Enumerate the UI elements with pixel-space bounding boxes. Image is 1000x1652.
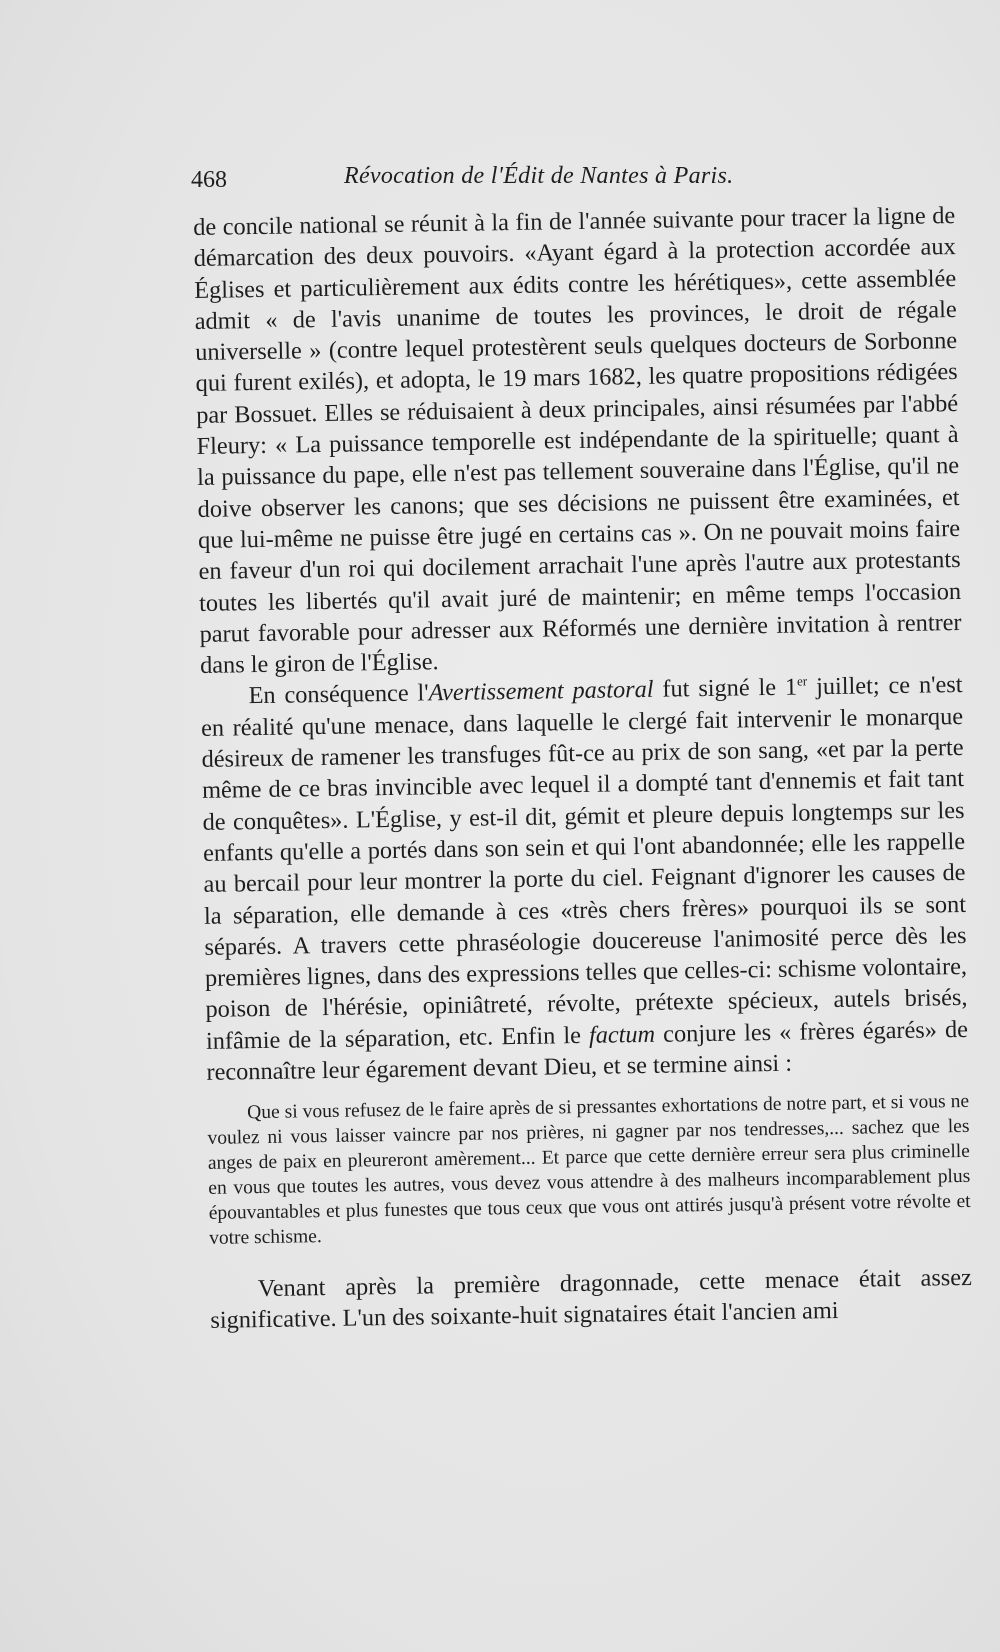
text-run: conjure les « frères égarés» de reconnaître leur égarement devant Dieu, et se termine ainsi : bbox=[206, 1015, 969, 1086]
body-text bbox=[193, 200, 973, 1336]
paragraph-avertissement bbox=[200, 669, 968, 1088]
page-header bbox=[191, 163, 803, 199]
text-run: En conséquence l' bbox=[248, 679, 429, 710]
text-run: juillet; ce n'est en réalité qu'une menace, dans laquelle le clergé fait intervenir le monarque désireux de ramener les transfuges fût-ce au prix de son sang, «et par la perte même de ce bras invincible avec lequel il a dompté tant d'ennemis et fait tant de conquêtes». L'Église, y est-il dit, gémit et pleure depuis longtemps sur les enfants qu'elle a portés dans son sein et qui l'ont abandonnée; elle les rappelle au bercail pour leur montrer la porte du ciel. Feignant d'ignorer les causes de la séparation, elle demande à ces «très chers frères» pourquoi ils se sont séparés. A travers cette phraséologie doucereuse l'animosité perce dès les premières lignes, dans des expressions telles que celles-ci: schisme volontaire, poison de l'hérésie, opiniâtreté, révolte, prétexte spécieux, autels brisés, infâmie de la séparation, etc. Enfin le bbox=[200, 671, 968, 1055]
running-title: Révocation de l'Édit de Nantes à Paris. bbox=[344, 163, 734, 189]
italic-factum: factum bbox=[588, 1020, 656, 1049]
block-quote: Que si vous refusez de le faire après de si pressantes exhortations de notre part, et si vous ne voulez ni vous laisser vaincre par nos prières, ni gagner par nos tendresses,... sachez que les anges de paix en pleureront amèrement... Et parce que cette dernière erreur sera plus criminelle en vous que toutes les autres, vous devez vous attendre à des malheurs incomparablement plus épouvantables et plus funestes que tous ceux que vous ont attirés jusqu'à présent votre révolte et votre schisme. bbox=[207, 1091, 971, 1249]
page-number: 468 bbox=[191, 167, 227, 193]
text-run: fut signé le 1 bbox=[653, 674, 798, 704]
superscript: er bbox=[796, 673, 808, 689]
paragraph-final: Venant après la première dragonnade, cette menace était assez significative. L'un des soixante-huit signataires était l'ancien ami bbox=[210, 1263, 973, 1334]
paragraph-continued: de concile national se réunit à la fin de l'année suivante pour tracer la ligne de démarcation des deux pouvoirs. «Ayant égard à la protection accordée aux Églises et particulièrement aux édits contre les hérétiques», cette assemblée admit « de l'avis unanime de toutes les provinces, le droit de régale universelle » (contre lequel protestèrent seuls quelques docteurs de Sorbonne qui furent exilés), et adopta, le 19 mars 1682, les quatre propositions rédigées par Bossuet. Elles se réduisaient à deux principales, ainsi résumées par l'abbé Fleury: « La puissance temporelle est indépendante de la spirituelle; quant à la puissance du pape, elle n'est pas tellement souveraine dans l'Église, qu'il ne doive observer les canons; que ses décisions ne puissent être examinées, et que lui-même ne puisse être jugé en certains cas ». On ne pouvait moins faire en faveur d'un roi qui docilement arrachait l'une après l'autre aux protestants toutes les libertés qu'il avait juré de maintenir; en même temps l'occasion parut favorable pour adresser aux Réformés une dernière invitation à rentrer dans le giron de l'Église. bbox=[193, 202, 962, 680]
italic-title: Avertissement pastoral bbox=[428, 676, 654, 707]
